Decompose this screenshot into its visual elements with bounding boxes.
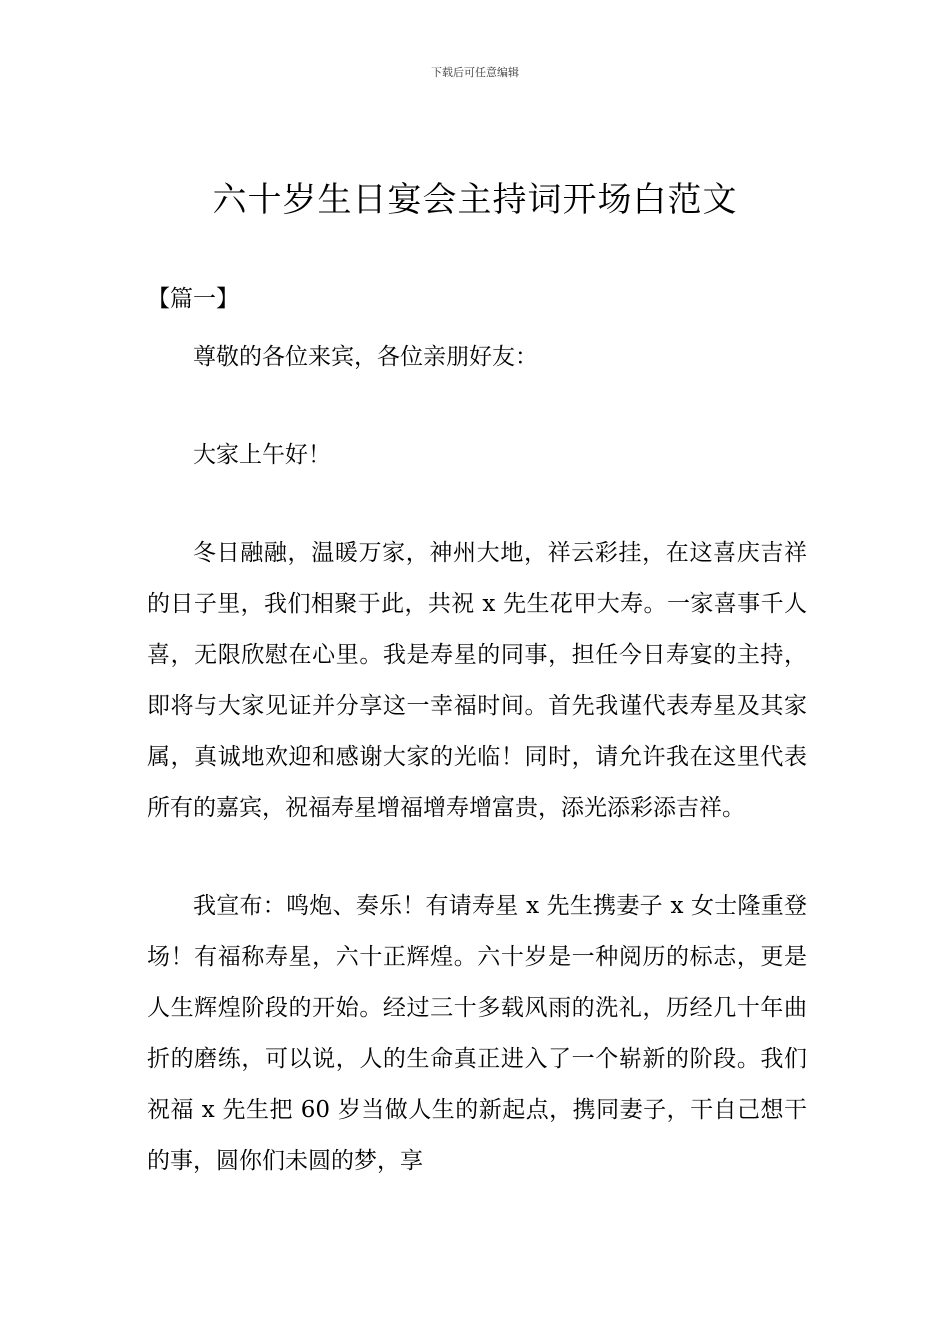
- body-paragraph: 冬日融融，温暖万家，神州大地，祥云彩挂，在这喜庆吉祥的日子里，我们相聚于此，共祝 x 先生花甲大寿。一家喜事千人喜，无限欣慰在心里。我是寿星的同事，担任今日寿宴的主持，即将与大家见证并分享这一幸福时间。首先我谨代表寿星及其家属，真诚地欢迎和感谢大家的光临！同时，请允许我在这里代表所有的嘉宾，祝福寿星增福增寿增富贵，添光添彩添吉祥。: [147, 540, 807, 821]
- greeting-paragraph: 尊敬的各位来宾，各位亲朋好友：: [193, 344, 538, 370]
- section-label: 【篇一】: [147, 286, 239, 312]
- salutation-paragraph: 大家上午好！: [193, 442, 331, 468]
- body-paragraph: 我宣布：鸣炮、奏乐！有请寿星 x 先生携妻子 x 女士隆重登场！有福称寿星，六十正辉煌。六十岁是一种阅历的标志，更是人生辉煌阶段的开始。经过三十多载风雨的洗礼，历经几十年曲折的磨练，可以说，人的生命真正进入了一个崭新的阶段。我们祝福 x 先生把 60 岁当做人生的新起点，携同妻子，干自己想干的事，圆你们未圆的梦，享: [147, 893, 807, 1174]
- page-header-note: 下载后可任意编辑: [431, 66, 519, 79]
- document-body: [147, 332, 807, 1187]
- document-title: 六十岁生日宴会主持词开场白范文: [212, 180, 738, 220]
